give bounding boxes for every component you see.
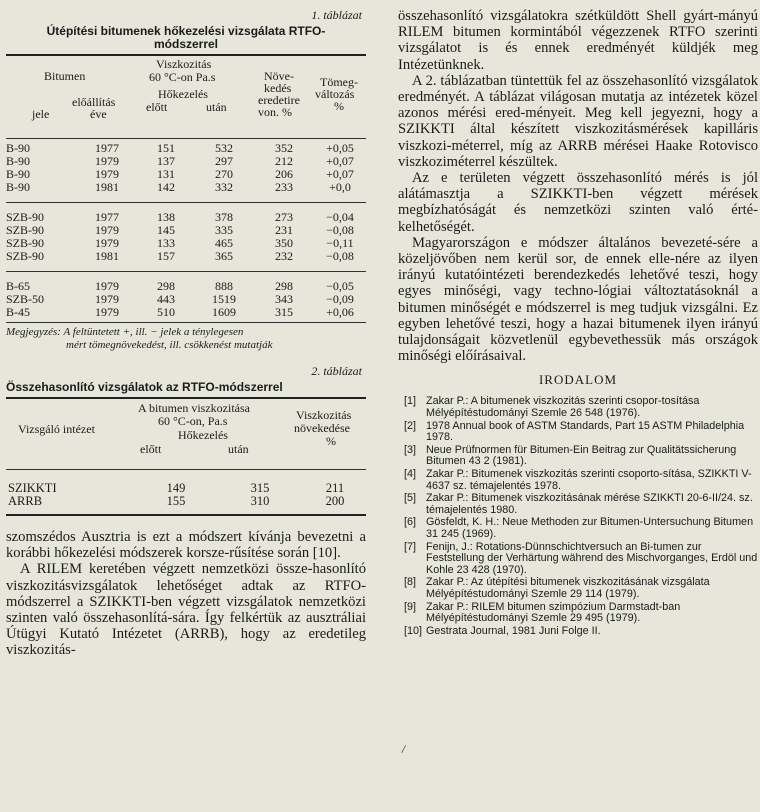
hdr2-heating: Hőkezelés bbox=[178, 428, 228, 442]
table1-cell-before: 510 bbox=[157, 305, 175, 319]
table1-cell-after: 1609 bbox=[212, 305, 236, 319]
reference-item bbox=[398, 602, 758, 625]
table1-cell-increase: 212 bbox=[275, 154, 293, 168]
table2-header bbox=[6, 399, 366, 470]
table1-row bbox=[6, 250, 366, 263]
table1-caption: 1. táblázat bbox=[311, 8, 362, 22]
hdr2-before: előtt bbox=[140, 442, 162, 456]
table1-cell-increase: 233 bbox=[275, 180, 293, 194]
hdr2-inc-3: % bbox=[326, 434, 336, 448]
hdr2-visc-1: A bitumen viszkozitása bbox=[138, 401, 250, 415]
hdr-mark: jele bbox=[32, 107, 50, 121]
table1-row bbox=[6, 306, 366, 319]
note-line2: mért tömegnövekedést, ill. csökkenést mutatják bbox=[66, 339, 273, 351]
table2-caption: 2. táblázat bbox=[311, 364, 362, 378]
reference-number: [1] bbox=[404, 395, 417, 408]
hdr-mass-2: változás bbox=[315, 87, 355, 101]
table2-cell-after: 315 bbox=[250, 481, 270, 495]
table1-cell-before: 133 bbox=[157, 236, 175, 250]
table2-cell-before: 155 bbox=[166, 494, 186, 508]
table1-cell-mark: SZB-50 bbox=[6, 292, 45, 306]
table1-cell-before: 137 bbox=[157, 154, 175, 168]
reference-number: [2] bbox=[404, 419, 417, 432]
reference-item bbox=[398, 469, 758, 492]
table1-cell-year: 1977 bbox=[95, 141, 119, 155]
left-paragraph-1: szomszédos Ausztria is ezt a módszert kívánja bevezetni a korábbi hőkezelési módszerek korsze-rűsítése során [10]. bbox=[6, 529, 366, 562]
table1-cell-mass: −0,09 bbox=[326, 292, 354, 306]
stray-mark: / bbox=[400, 741, 407, 757]
table1-cell-year: 1979 bbox=[95, 292, 119, 306]
table1-row bbox=[6, 155, 366, 168]
table1-cell-mark: B-90 bbox=[6, 180, 30, 194]
table1-row bbox=[6, 211, 366, 224]
right-paragraph-3: Az e területen végzett összehasonlító mérés is jól alátámasztja a SZIKKTI-ben végzett mérések megbízhatóságát és nemzetközi szinten való érté-kelhetőségét. bbox=[398, 170, 758, 235]
reference-item bbox=[398, 517, 758, 540]
hdr-increase-4: von. % bbox=[258, 105, 292, 119]
right-paragraph-2: A 2. táblázatban tüntettük fel az összehasonlító vizsgálatok eredményét. A táblázat világosan mutatja az intézetek közel azonos mérési ered-ményeit. Meg kell jegyezni, hogy a SZIKKTI által készített viszkozitásmérések kapilláris viszkozi-méterrel, míg az ARRB mérései Haake Rotovisco viszkoziméterrel készültek. bbox=[398, 72, 758, 170]
table2-cell-increase: 200 bbox=[325, 494, 345, 508]
table1-cell-increase: 231 bbox=[275, 223, 293, 237]
hdr2-tester: Vizsgáló intézet bbox=[18, 422, 95, 436]
right-column bbox=[398, 8, 758, 638]
reference-text: Fenijn, J.: Rotations-Dünnschichtversuch an Bi-tumen zur Feststellung der Verhärtung während des Mischvorganges, Erdöl und Kohle 23 428 (1970). bbox=[426, 540, 758, 576]
table1-cell-increase: 315 bbox=[275, 305, 293, 319]
reference-text: Gestrata Journal, 1981 Juni Folge II. bbox=[426, 624, 601, 637]
hdr2-inc-1: Viszkozitás bbox=[296, 408, 352, 422]
table1-cell-mass: +0,05 bbox=[326, 141, 354, 155]
left-column bbox=[6, 8, 366, 659]
reference-text: Zakar P.: RILEM bitumen szimpózium Darmstadt-ban Mélyépítéstudományi Szemle 29 495 (1979). bbox=[426, 600, 681, 625]
hdr-increase-3: eredetire bbox=[258, 93, 300, 107]
table2-body bbox=[6, 482, 366, 508]
hdr-viscosity: Viszkozitás bbox=[156, 57, 212, 71]
table1-cell-after: 465 bbox=[215, 236, 233, 250]
table1-cell-mark: SZB-90 bbox=[6, 210, 45, 224]
reference-text: Neue Prüfnormen für Bitumen-Ein Beitrag zur Qualitätssicherung Bitumen 43 2 (1981). bbox=[426, 443, 737, 468]
table2-title: Összehasonlító vizsgálatok az RTFO-módszerrel bbox=[6, 380, 283, 394]
table1-cell-increase: 232 bbox=[275, 249, 293, 263]
table1-title-line2: módszerrel bbox=[153, 37, 219, 51]
reference-number: [7] bbox=[404, 540, 417, 553]
table1-row bbox=[6, 280, 366, 293]
table1-cell-increase: 273 bbox=[275, 210, 293, 224]
table1-group-other bbox=[6, 280, 366, 319]
table1-cell-after: 1519 bbox=[212, 292, 236, 306]
table1-body bbox=[6, 142, 366, 319]
hdr-heating: Hőkezelés bbox=[158, 87, 208, 101]
table1-cell-mark: B-90 bbox=[6, 154, 30, 168]
table1-cell-before: 145 bbox=[157, 223, 175, 237]
table1-cell-after: 335 bbox=[215, 223, 233, 237]
table1-cell-increase: 343 bbox=[275, 292, 293, 306]
hdr-before: előtt bbox=[146, 100, 168, 114]
table1-cell-increase: 352 bbox=[275, 141, 293, 155]
table1-cell-year: 1977 bbox=[95, 210, 119, 224]
table1-cell-mark: B-90 bbox=[6, 167, 30, 181]
reference-item bbox=[398, 445, 758, 468]
left-paragraph-2: A RILEM keretében végzett nemzetközi össze-hasonlító viszkozitásvizsgálatok lehetőséget adtak az RTFO-módszerrel a SZIKKTI-ben végzett vizsgálatok nemzetközi szinten való összehasonlítá-sára. Így felkértük az ausztráliai Útügyi Kutató Intézetet (ARRB), hogy az eredetileg viszkozitás- bbox=[6, 561, 366, 659]
table2-cell-before: 149 bbox=[166, 481, 186, 495]
table1-cell-mass: −0,11 bbox=[326, 236, 354, 250]
table1-cell-mass: +0,0 bbox=[329, 180, 351, 194]
hdr-viscosity-temp: 60 °C-on Pa.s bbox=[149, 70, 216, 84]
reference-item bbox=[398, 396, 758, 419]
references-list bbox=[398, 396, 758, 637]
table1-cell-year: 1979 bbox=[95, 236, 119, 250]
table1-cell-year: 1979 bbox=[95, 279, 119, 293]
reference-text: Zakar P.: Bitumenek viszkozitásának mérése SZIKKTI 20-6-II/24. sz. témajelentés 1980. bbox=[426, 492, 753, 516]
table1-cell-before: 142 bbox=[157, 180, 175, 194]
right-paragraph-4: Magyarországon e módszer általános bevezeté-sére a közeljövőben nem kerül sor, de ennek elle-nére az ilyen irányú kutatóintézeti berendezkedés lehetővé teszi, hogy egyes minőségi, vagy techno-lógiai változtatásoknál a bitumen minőségét e módszerrel is meg tudjuk vizsgálni. Ez egyben lehetővé teszi, hogy a hazai bitumenek ilyen irányú tulajdonságait közvetlenül egybevethessük más országok minőségi előírásaival. bbox=[398, 234, 758, 365]
table1-row bbox=[6, 224, 366, 237]
table1-cell-before: 443 bbox=[157, 292, 175, 306]
hdr2-inc-2: növekedése bbox=[294, 421, 350, 435]
table2-cell-tester: SZIKKTI bbox=[8, 481, 57, 495]
table1-cell-before: 131 bbox=[157, 167, 175, 181]
table1-cell-year: 1979 bbox=[95, 167, 119, 181]
table1-cell-mark: SZB-90 bbox=[6, 249, 45, 263]
hdr-prod-2: éve bbox=[90, 107, 107, 121]
table1-row bbox=[6, 237, 366, 250]
table1-cell-mass: −0,08 bbox=[326, 223, 354, 237]
table2-row bbox=[6, 482, 366, 495]
reference-text: Gösfeldt, K. H.: Neue Methoden zur Bitumen-Untersuchung Bitumen 31 245 (1969). bbox=[426, 516, 754, 540]
table1-cell-before: 298 bbox=[157, 279, 175, 293]
table1-row bbox=[6, 181, 366, 194]
table1-cell-after: 532 bbox=[215, 141, 233, 155]
table1-note bbox=[6, 322, 366, 352]
table1-cell-mass: −0,08 bbox=[326, 249, 354, 263]
table1-cell-mark: SZB-90 bbox=[6, 236, 45, 250]
table1-header bbox=[6, 56, 366, 139]
reference-item bbox=[398, 542, 758, 577]
hdr2-visc-2: 60 °C-on, Pa.s bbox=[158, 414, 228, 428]
table1-cell-mass: −0,04 bbox=[326, 210, 354, 224]
reference-number: [4] bbox=[404, 468, 417, 481]
table1-cell-year: 1981 bbox=[95, 249, 119, 263]
table1-row bbox=[6, 293, 366, 306]
table1-cell-mass: +0,07 bbox=[326, 154, 354, 168]
hdr-increase-1: Növe- bbox=[264, 69, 294, 83]
table1-cell-mark: B-90 bbox=[6, 141, 30, 155]
hdr-mass-3: % bbox=[334, 99, 344, 113]
table1-cell-after: 332 bbox=[215, 180, 233, 194]
table1-cell-mass: +0,07 bbox=[326, 167, 354, 181]
reference-text: Zakar P.: A bitumenek viszkozitás szerinti csopor-tosítása Mélyépítéstudományi Szemle 26 548 (1976). bbox=[426, 395, 700, 420]
references-heading: IRODALOM bbox=[538, 372, 618, 388]
table1-cell-mass: −0,05 bbox=[326, 279, 354, 293]
reference-item bbox=[398, 626, 758, 638]
reference-number: [6] bbox=[404, 516, 417, 529]
table1-title-line1: Útépítési bitumenek hőkezelési vizsgálata RTFO- bbox=[46, 24, 326, 38]
table2-cell-tester: ARRB bbox=[8, 494, 43, 508]
hdr-increase-2: kedés bbox=[264, 81, 292, 95]
table1-cell-year: 1979 bbox=[95, 154, 119, 168]
table1-cell-before: 151 bbox=[157, 141, 175, 155]
reference-item bbox=[398, 577, 758, 600]
reference-item bbox=[398, 493, 758, 516]
table1-row bbox=[6, 142, 366, 155]
right-body-text bbox=[398, 8, 758, 364]
table1-cell-increase: 350 bbox=[275, 236, 293, 250]
table1-cell-after: 297 bbox=[215, 154, 233, 168]
table1-cell-mark: B-45 bbox=[6, 305, 30, 319]
reference-text: Zakar P.: Bitumenek viszkozitás szerinti csoporto-sítása, SZIKKTI V-4637 sz. témajelentés 1978. bbox=[426, 468, 752, 492]
reference-text: 1978 Annual book of ASTM Standards, Part 15 ASTM Philadelphia 1978. bbox=[426, 419, 745, 444]
table1-cell-mass: +0,06 bbox=[326, 305, 354, 319]
reference-number: [8] bbox=[404, 576, 417, 589]
hdr2-after: után bbox=[228, 442, 249, 456]
reference-item bbox=[398, 421, 758, 444]
reference-number: [9] bbox=[404, 600, 417, 613]
table1-cell-before: 138 bbox=[157, 210, 175, 224]
table1-cell-mark: B-65 bbox=[6, 279, 30, 293]
table1-cell-year: 1979 bbox=[95, 305, 119, 319]
note-line1: Megjegyzés: A feltüntetett +, ill. − jelek a ténylegesen bbox=[6, 326, 244, 338]
table2-cell-after: 310 bbox=[250, 494, 270, 508]
hdr-prod-1: előállítás bbox=[72, 95, 116, 109]
left-body-text bbox=[6, 529, 366, 659]
table1-cell-after: 378 bbox=[215, 210, 233, 224]
table1-group-szb90 bbox=[6, 211, 366, 263]
reference-number: [10] bbox=[404, 624, 423, 637]
table2-cell-increase: 211 bbox=[325, 481, 345, 495]
table1-cell-after: 888 bbox=[215, 279, 233, 293]
table1-cell-after: 270 bbox=[215, 167, 233, 181]
table1-cell-year: 1979 bbox=[95, 223, 119, 237]
reference-number: [3] bbox=[404, 443, 417, 456]
hdr-bitumen: Bitumen bbox=[44, 69, 86, 83]
table1-cell-mark: SZB-90 bbox=[6, 223, 45, 237]
table1-cell-year: 1981 bbox=[95, 180, 119, 194]
right-paragraph-1: összehasonlító vizsgálatokra szétküldött Shell gyárt-mányú RILEM bitumen kormintából végezzenek RTFO szerinti vizsgálatot is és ennek eredményét küldjék meg Intézetünknek. bbox=[398, 8, 758, 73]
hdr-mass-1: Tömeg- bbox=[320, 75, 358, 89]
table2-row bbox=[6, 495, 366, 508]
reference-text: Zakar P.: Az útépítési bitumenek viszkozitásának vizsgálata Mélyépítéstudományi Szemle 29 114 (1979). bbox=[426, 576, 710, 600]
table1-cell-after: 365 bbox=[215, 249, 233, 263]
table1-cell-increase: 206 bbox=[275, 167, 293, 181]
table1-row bbox=[6, 168, 366, 181]
table1-group-b90 bbox=[6, 142, 366, 194]
table1-cell-before: 157 bbox=[157, 249, 175, 263]
reference-number: [5] bbox=[404, 492, 417, 505]
hdr-after: után bbox=[206, 100, 227, 114]
table2-bottom-rule bbox=[6, 514, 366, 516]
table1-cell-increase: 298 bbox=[275, 279, 293, 293]
